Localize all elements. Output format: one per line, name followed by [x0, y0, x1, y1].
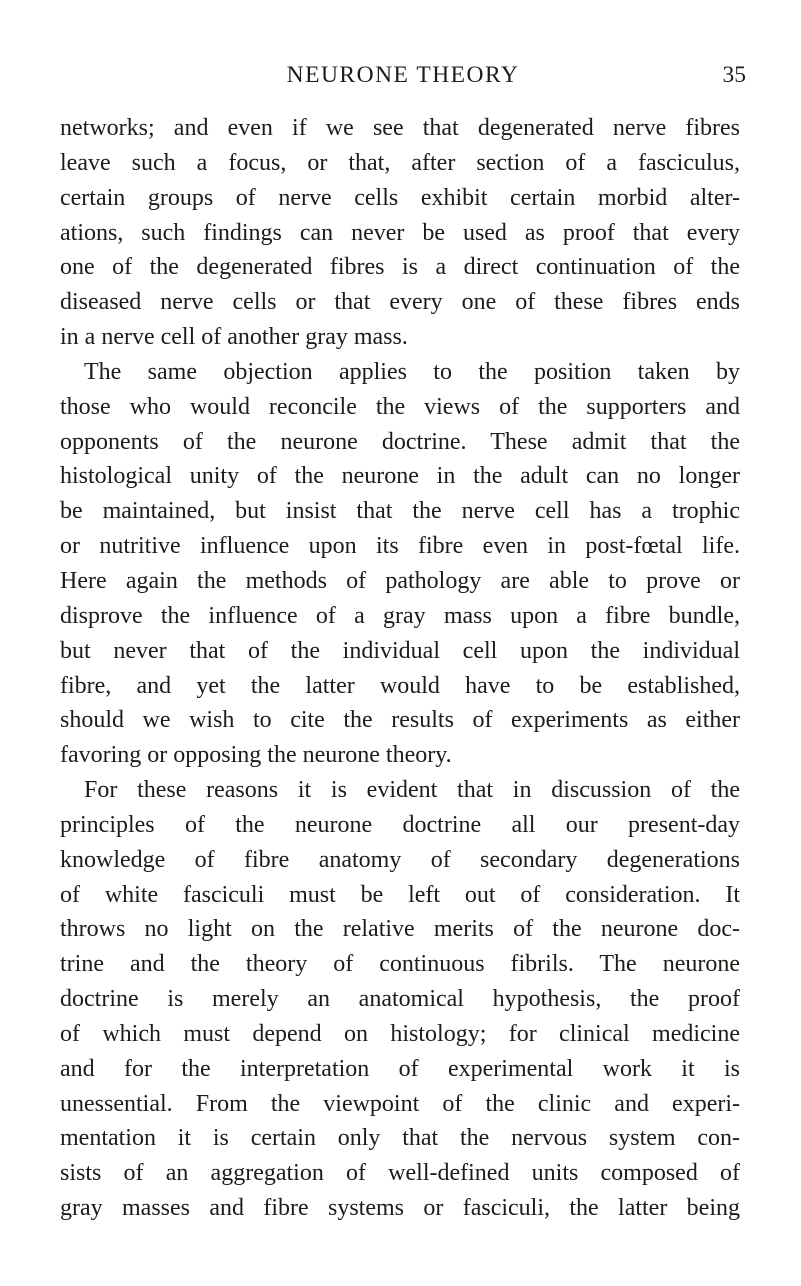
text-line: sists of an aggregation of well-defined units composed of	[60, 1160, 740, 1187]
text-line: opponents of the neurone doctrine. These admit that the	[60, 428, 740, 455]
text-line: The same objection applies to the position taken by	[84, 358, 740, 385]
text-line: unessential. From the viewpoint of the clinic and experi-	[60, 1090, 740, 1117]
text-line: principles of the neurone doctrine all our present-day	[60, 811, 740, 838]
text-line: leave such a focus, or that, after section of a fasciculus,	[60, 149, 740, 176]
body-text	[60, 111, 740, 1226]
text-line: knowledge of fibre anatomy of secondary degenerations	[60, 846, 740, 873]
text-line: networks; and even if we see that degenerated nerve fibres	[60, 115, 740, 141]
text-line: Here again the methods of pathology are able to prove or	[60, 567, 740, 594]
text-line: should we wish to cite the results of experiments as either	[60, 707, 740, 734]
text-line: one of the degenerated fibres is a direct continuation of the	[60, 254, 740, 281]
text-line: mentation it is certain only that the nervous system con-	[60, 1125, 740, 1152]
running-head	[60, 62, 746, 94]
text-line: doctrine is merely an anatomical hypothesis, the proof	[60, 986, 740, 1013]
text-line: and for the interpretation of experimental work it is	[60, 1055, 740, 1082]
text-line: of white fasciculi must be left out of consideration. It	[60, 881, 740, 908]
text-line: For these reasons it is evident that in discussion of the	[84, 777, 740, 804]
text-line: certain groups of nerve cells exhibit certain morbid alter-	[60, 184, 740, 211]
text-line: in a nerve cell of another gray mass.	[60, 324, 408, 351]
text-line: fibre, and yet the latter would have to be established,	[60, 672, 740, 699]
text-line: or nutritive influence upon its fibre even in post-fœtal life.	[60, 533, 740, 560]
text-line: ations, such findings can never be used as proof that every	[60, 219, 740, 246]
text-line: gray masses and fibre systems or fasciculi, the latter being	[60, 1195, 740, 1222]
running-title: NEURONE THEORY	[286, 62, 520, 88]
text-line: be maintained, but insist that the nerve cell has a trophic	[60, 498, 740, 525]
text-line: throws no light on the relative merits of the neurone doc-	[60, 916, 740, 943]
text-line: those who would reconcile the views of the supporters and	[60, 393, 740, 420]
page-number: 35	[722, 62, 746, 88]
text-line: diseased nerve cells or that every one of these fibres ends	[60, 289, 740, 316]
text-line: disprove the influence of a gray mass upon a fibre bundle,	[60, 602, 740, 629]
text-line: histological unity of the neurone in the adult can no longer	[60, 463, 740, 490]
text-line: trine and the theory of continuous fibrils. The neurone	[60, 951, 740, 978]
text-line: but never that of the individual cell upon the individual	[60, 637, 740, 664]
text-line: favoring or opposing the neurone theory.	[60, 742, 452, 769]
text-line: of which must depend on histology; for clinical medicine	[60, 1020, 740, 1047]
